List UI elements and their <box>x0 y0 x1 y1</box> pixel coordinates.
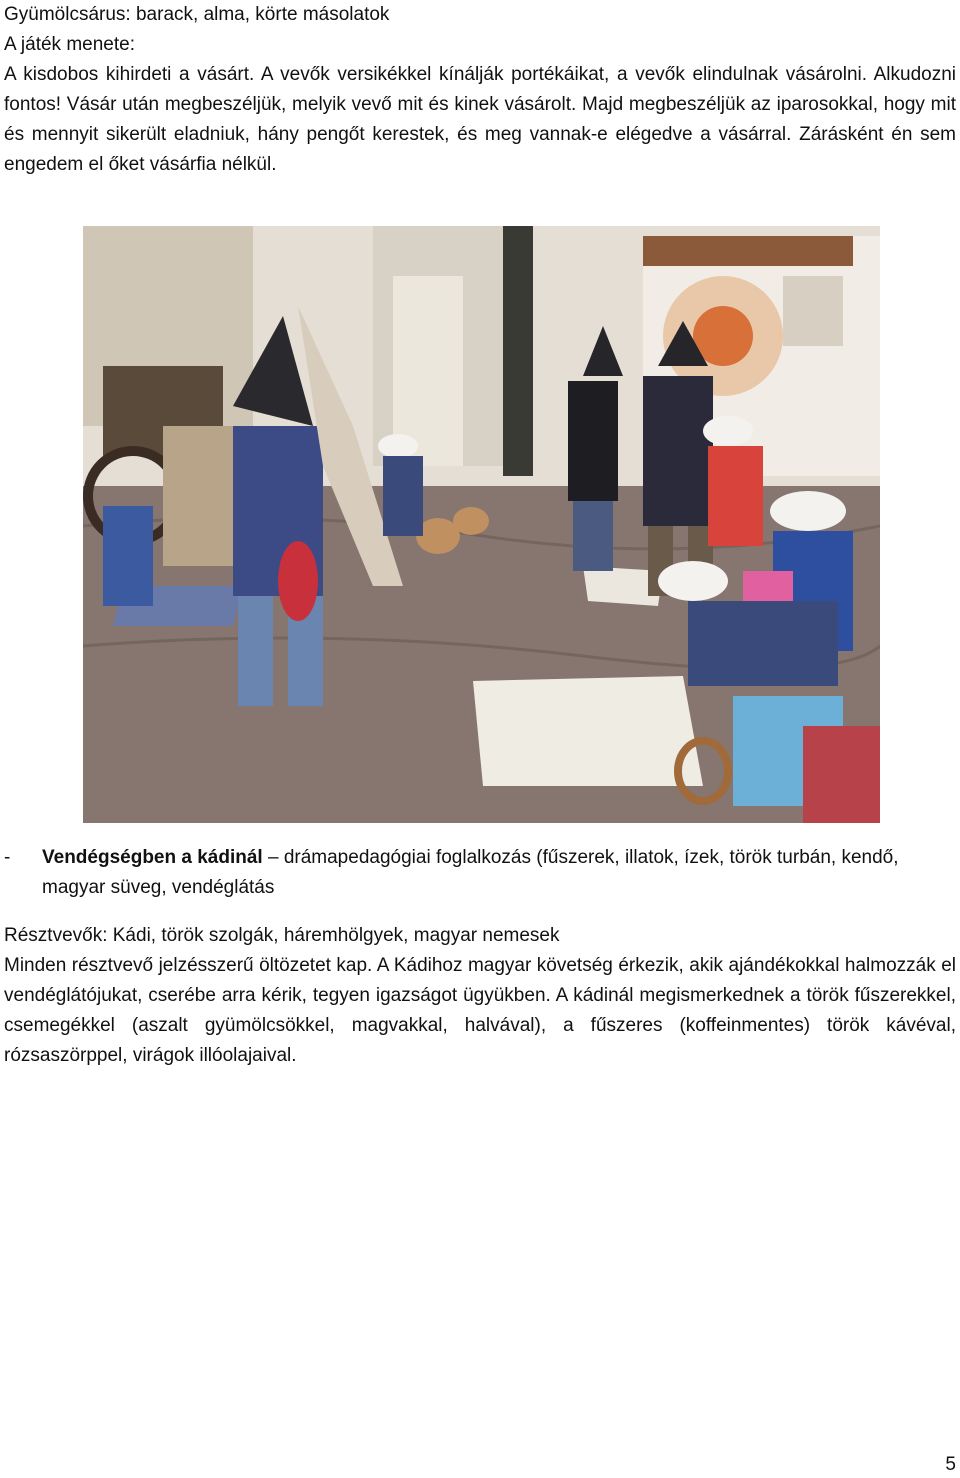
participants-section <box>4 921 956 1071</box>
activity-title: Vendégségben a kádinál <box>42 847 263 868</box>
activity-bullet-section <box>4 843 956 903</box>
figure-girl-bonnet-4 <box>378 434 423 536</box>
bullet-text <box>42 843 956 903</box>
intro-title-line: Gyümölcsárus: barack, alma, körte másolatok <box>4 4 390 25</box>
intro-subtitle-line: A játék menete: <box>4 34 135 55</box>
participants-paragraph: Minden résztvevő jelzésszerű öltözetet kap. A Kádihoz magyar követség érkezik, akik ajándékokkal halmozzák el vendéglátójukat, cserébe arra kérik, tegyen igazságot ügyükben. A kádinál megismerkednek a török fűszerekkel, csemegékkel (aszalt gyümölcsökkel, magvakkal, halvával), a fűszeres (koffeinmentes) török kávéval, rózsaszörppel, virágok illóolajaival. <box>4 955 956 1066</box>
activity-description: – drámapedagógiai foglalkozás (fűszerek, illatok, ízek, török turbán, kendő, magyar süveg, vendéglátás <box>42 847 899 898</box>
photo-illustration <box>83 226 880 823</box>
participants-line: Résztvevők: Kádi, török szolgák, háremhölgyek, magyar nemesek <box>4 925 560 946</box>
bullet-marker: - <box>4 847 11 868</box>
photo-children-market-play <box>83 226 880 823</box>
page-number: 5 <box>945 1454 956 1475</box>
intro-paragraph: A kisdobos kihirdeti a vásárt. A vevők versikékkel kínálják portékáikat, a vevők elindulnak vásárolni. Alkudozni fontos! Vásár után megbeszéljük, melyik vevő mit és kinek vásárolt. Majd megbeszéljük az iparosokkal, hogy mit és mennyit sikerült eladniuk, hány pengőt kerestek, és meg vannak-e elégedve a vásárral. Zárásként én sem engedem el őket vásárfia nélkül. <box>4 64 956 175</box>
activity-bullet <box>4 843 956 903</box>
intro-section <box>4 0 956 180</box>
